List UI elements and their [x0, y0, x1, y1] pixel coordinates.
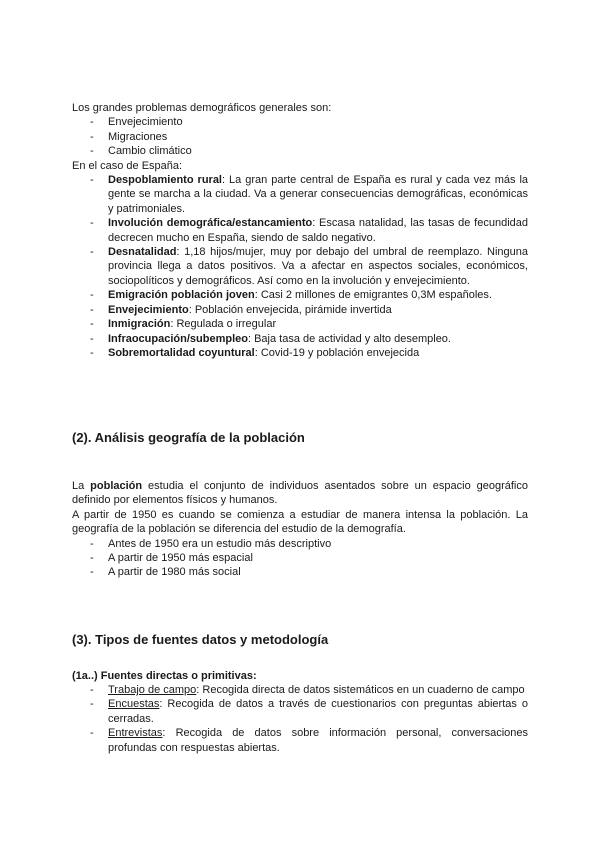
list-item: - Involución demográfica/estancamiento: Escasa natalidad, las tasas de fecundidad decrecen mucho en España, siendo de saldo negativo.: [90, 217, 528, 244]
section-2-list: [72, 537, 528, 580]
section-3-body: [72, 669, 528, 755]
list-item: - Cambio climático: [90, 145, 192, 158]
list-item: - Antes de 1950 era un estudio más descriptivo: [90, 537, 332, 550]
intro-section: [72, 101, 528, 360]
section-2-body: [72, 479, 528, 580]
spain-problems-list: [72, 173, 528, 360]
list-item: - Migraciones: [90, 130, 168, 143]
list-item: - Despoblamiento rural: La gran parte central de España es rural y cada vez más la gente se marcha a la ciudad. Va a generar consecuencias demográficas, económicas y patrimoniales.: [90, 174, 529, 215]
spain-lead: En el caso de España:: [72, 159, 183, 172]
list-item: - Envejecimiento: [90, 116, 183, 129]
list-item: - Infraocupación/subempleo: Baja tasa de actividad y alto desempleo.: [90, 332, 451, 345]
list-item: - Sobremortalidad coyuntural: Covid-19 y población envejecida: [90, 346, 420, 359]
intro-lead: Los grandes problemas demográficos generales son:: [72, 102, 332, 114]
list-item: - A partir de 1950 más espacial: [90, 552, 253, 565]
list-item: - Entrevistas: Recogida de datos sobre información personal, conversaciones profundas con respuestas abiertas.: [90, 727, 528, 754]
sources-list: [72, 683, 528, 755]
section-2-paragraph-2: A partir de 1950 es cuando se comienza a estudiar de manera intensa la población. La geografía de la población se diferencia del estudio de la demografía.: [72, 508, 528, 536]
list-item: - Desnatalidad: 1,18 hijos/mujer, muy por debajo del umbral de reemplazo. Ninguna provincia llega a datos positivos. Va a afectar en aspectos sociales, económicos, sociopolíticos y demográficos. Así como en la involución y envejecimiento.: [90, 246, 528, 287]
general-problems-list: [72, 115, 528, 158]
list-item: - Envejecimiento: Población envejecida, pirámide invertida: [90, 303, 392, 316]
list-item: - Trabajo de campo: Recogida directa de datos sistemáticos en un cuaderno de campo: [90, 684, 525, 696]
section-3-subtitle: (1a..) Fuentes directas o primitivas:: [72, 670, 257, 682]
list-item: - Encuestas: Recogida de datos a través de cuestionarios con preguntas abiertas o cerradas.: [90, 698, 528, 725]
list-item: - Emigración población joven: Casi 2 millones de emigrantes 0,3M españoles.: [90, 289, 492, 302]
section-2-title: (2). Análisis geografía de la población: [72, 430, 305, 445]
list-item: - Inmigración: Regulada o irregular: [90, 318, 277, 331]
section-3-title: (3). Tipos de fuentes datos y metodología: [72, 632, 329, 647]
list-item: - A partir de 1980 más social: [90, 566, 241, 579]
section-2-paragraph-1: La población estudia el conjunto de individuos asentados sobre un espacio geográfico definido por elementos físicos y humanos.: [72, 480, 528, 507]
